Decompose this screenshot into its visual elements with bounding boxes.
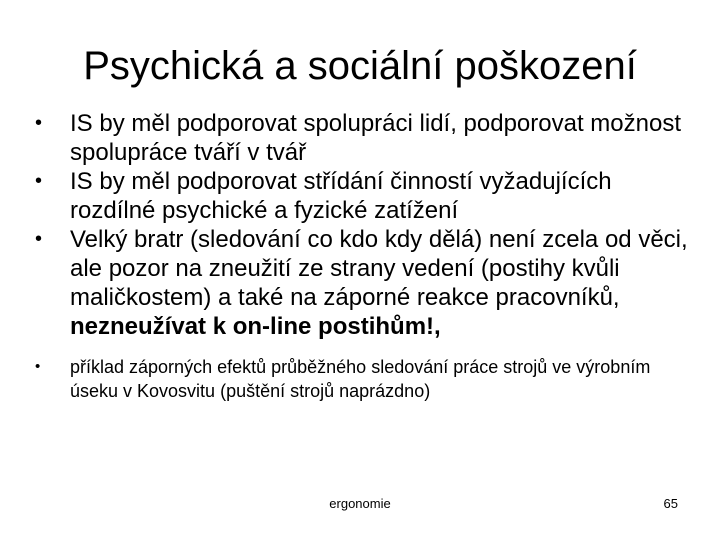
bullet-icon: • <box>35 112 43 134</box>
bullet-list <box>30 109 700 403</box>
bullet-text: příklad záporných efektů průběžného sledování práce strojů ve výrobním úseku v Kovosvitu (puštění strojů naprázdno) <box>70 357 651 401</box>
bullet-icon: • <box>35 228 43 250</box>
footer-label: ergonomie <box>329 496 391 511</box>
slide-title: Psychická a sociální poškození <box>83 44 637 88</box>
bullet-item <box>30 225 700 341</box>
bullet-text: IS by měl podporovat spolupráci lidí, podporovat možnost spolupráce tváří v tvář <box>70 110 682 166</box>
bullet-item <box>30 109 700 167</box>
bullet-bold-text: nezneužívat k on-line postihům!, <box>70 313 441 340</box>
bullet-item <box>30 167 700 225</box>
bullet-text: IS by měl podporovat střídání činností vyžadujících rozdílné psychické a fyzické zatížení <box>70 168 612 224</box>
bullet-item-small <box>30 355 700 403</box>
page-number: 65 <box>663 496 678 511</box>
bullet-text: Velký bratr (sledování co kdo kdy dělá) není zcela od věci, ale pozor na zneužití ze strany vedení (postihy kvůli maličkostem) a také na záporné reakce pracovníků, <box>70 226 688 311</box>
bullet-icon: • <box>35 358 41 375</box>
bullet-icon: • <box>35 170 43 192</box>
